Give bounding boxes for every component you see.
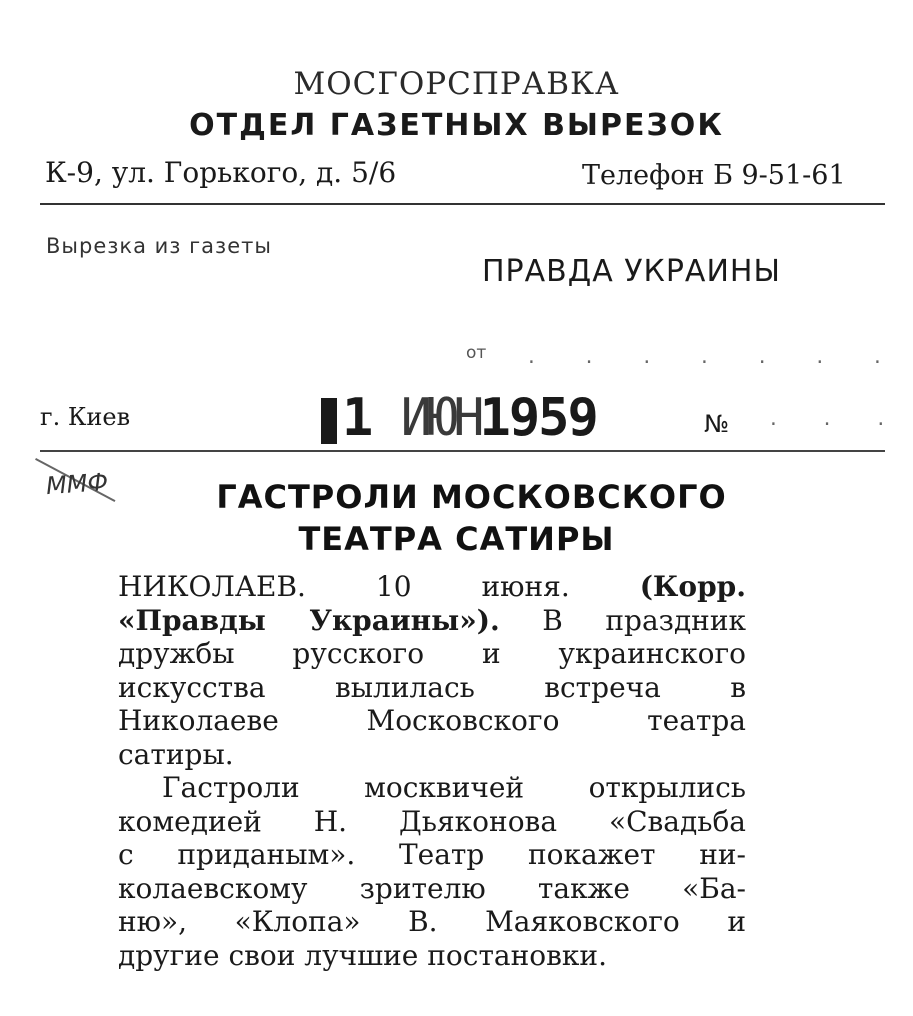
- newspaper-name: ПРАВДА УКРАИНЫ: [482, 254, 781, 289]
- article-line: комедией Н. Дьяконова «Свадьба: [118, 804, 746, 838]
- headline-line-1: ГАСТРОЛИ МОСКОВСКОГО: [216, 478, 727, 516]
- department-name: ОТДЕЛ ГАЗЕТНЫХ ВЫРЕЗОК: [189, 108, 724, 143]
- headline-line-2: ТЕАТРА САТИРЫ: [298, 520, 615, 558]
- article-correspondent: (Корр.: [639, 570, 746, 603]
- article-line: дружбы русского и украинского: [118, 637, 746, 670]
- date-stamp-day: 1: [342, 388, 372, 448]
- phone-number: Телефон Б 9-51-61: [582, 160, 846, 191]
- city-label: г. Киев: [40, 403, 131, 431]
- header-divider: [40, 203, 885, 205]
- article-line: другие свои лучшие постановки.: [118, 938, 607, 972]
- article-line: колаевскому зрителю также «Ба-: [118, 871, 746, 905]
- article-line: [118, 570, 746, 604]
- clipping-label: Вырезка из газеты: [46, 234, 272, 258]
- article-line: Николаеве Московского театра: [118, 704, 746, 737]
- article-text: В праздник: [542, 603, 747, 637]
- form-divider: [40, 450, 885, 452]
- article-dateline: НИКОЛАЕВ. 10 июня.: [118, 570, 570, 603]
- article-line: сатиры.: [118, 737, 234, 771]
- article-line: Гастроли москвичей открылись: [162, 771, 746, 804]
- date-stamp-mark: [321, 398, 337, 444]
- article-line: с приданым». Театр покажет ни-: [118, 838, 746, 871]
- bureau-name: МОСГОРСПРАВКА: [293, 66, 620, 102]
- article-line: ню», «Клопа» В. Маяковского и: [118, 905, 746, 938]
- article-line: искусства вылилась встреча в: [118, 670, 746, 704]
- article-body: [118, 570, 746, 972]
- address: К-9, ул. Горького, д. 5/6: [45, 156, 397, 189]
- article-line: [118, 604, 746, 638]
- date-stamp: [342, 388, 597, 448]
- date-stamp-year: 1959: [479, 388, 597, 448]
- from-label: от: [466, 343, 487, 363]
- date-fill-dots: · · · · · · ·: [526, 352, 901, 373]
- number-fill-dots: · · ·: [768, 414, 903, 435]
- handwritten-note: ММФ: [45, 467, 109, 501]
- date-stamp-month: ИЮН: [400, 388, 480, 448]
- article-source: «Правды Украины»).: [118, 603, 500, 637]
- number-label: №: [704, 410, 729, 438]
